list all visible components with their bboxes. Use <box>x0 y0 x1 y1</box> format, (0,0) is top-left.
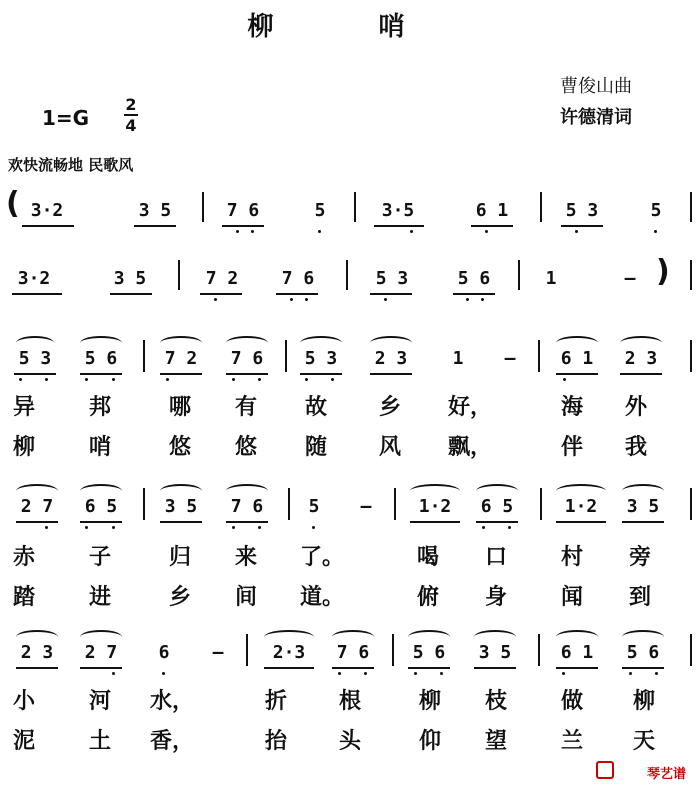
octave-dot <box>629 672 632 675</box>
lyric-char: 柳 <box>632 688 656 714</box>
underline <box>12 293 62 295</box>
barline <box>202 192 204 222</box>
lyric-char: 兰 <box>560 728 584 754</box>
note-group: 2 7 <box>84 642 118 663</box>
note-group: 5 <box>314 200 326 221</box>
note-group: 5 6 <box>412 642 446 663</box>
octave-dot <box>166 378 169 381</box>
note-group: 1 <box>452 348 464 369</box>
intro-close-paren: ) <box>656 254 670 289</box>
octave-dot <box>481 298 484 301</box>
note-group: 5 3 <box>304 348 338 369</box>
barline <box>394 488 396 520</box>
composer-credit: 曹俊山曲 <box>560 76 632 97</box>
note-group: 3 5 <box>113 268 147 289</box>
underline <box>80 373 122 375</box>
note-group: 7 2 <box>164 348 198 369</box>
lyric-char: 身 <box>484 584 508 610</box>
underline <box>622 667 664 669</box>
underline <box>474 667 516 669</box>
note-group: 7 6 <box>230 496 264 517</box>
note-group: 1 <box>545 268 557 289</box>
lyric-char: 故 <box>304 394 328 420</box>
lyric-char: 枝 <box>484 688 508 714</box>
note-group: 2 3 <box>374 348 408 369</box>
barline <box>690 192 692 222</box>
lyric-char: 天 <box>632 728 656 754</box>
octave-dot <box>112 378 115 381</box>
note-group: 6 1 <box>475 200 509 221</box>
lyric-char: 香， <box>149 728 195 754</box>
octave-dot <box>305 378 308 381</box>
octave-dot <box>305 298 308 301</box>
note-group: 3 5 <box>478 642 512 663</box>
underline <box>370 293 412 295</box>
barline <box>178 260 180 290</box>
underline <box>226 373 268 375</box>
note-group: 3 5 <box>164 496 198 517</box>
octave-dot <box>466 298 469 301</box>
underline <box>276 293 318 295</box>
note-group: 5 3 <box>375 268 409 289</box>
watermark-text: 琴艺谱 <box>646 767 686 782</box>
barline <box>540 192 542 222</box>
barline <box>246 634 248 666</box>
note-group: 6 5 <box>84 496 118 517</box>
lyric-char: 到 <box>628 584 652 610</box>
octave-dot <box>563 378 566 381</box>
underline <box>556 667 598 669</box>
lyric-char: 踏 <box>12 584 36 610</box>
lyric-char: 乡 <box>168 584 192 610</box>
octave-dot <box>482 526 485 529</box>
note-group: 3·5 <box>381 200 415 221</box>
octave-dot <box>410 230 413 233</box>
lyric-char: 仰 <box>418 728 442 754</box>
underline <box>80 521 122 523</box>
octave-dot <box>236 230 239 233</box>
lyric-char: 间 <box>234 584 258 610</box>
barline <box>143 340 145 372</box>
note-group: 6 1 <box>560 348 594 369</box>
octave-dot <box>312 526 315 529</box>
lyric-char: 飘， <box>447 434 493 460</box>
octave-dot <box>112 526 115 529</box>
note-group: 5 <box>308 496 320 517</box>
underline <box>16 521 58 523</box>
octave-dot <box>575 230 578 233</box>
note-group: 7 6 <box>230 348 264 369</box>
barline <box>540 488 542 520</box>
underline <box>134 225 176 227</box>
note-group: 2 3 <box>20 642 54 663</box>
underline <box>453 293 495 295</box>
underline <box>370 373 412 375</box>
octave-dot <box>232 526 235 529</box>
note-group: 7 6 <box>226 200 260 221</box>
lyric-char: 口 <box>484 544 508 570</box>
lyric-char: 风 <box>378 434 402 460</box>
time-signature-top: 2 <box>125 95 137 114</box>
note-group: 5 3 <box>565 200 599 221</box>
lyric-char: 悠 <box>168 434 192 460</box>
underline <box>620 373 662 375</box>
lyric-char: 好， <box>447 394 493 420</box>
lyric-char: 抬 <box>264 728 288 754</box>
lyric-char: 赤 <box>12 544 36 570</box>
note-group: 3·2 <box>17 268 51 289</box>
octave-dot <box>162 672 165 675</box>
octave-dot <box>655 672 658 675</box>
barline <box>346 260 348 290</box>
octave-dot <box>331 378 334 381</box>
underline <box>622 521 664 523</box>
barline <box>690 260 692 290</box>
underline <box>471 225 513 227</box>
lyric-char: 做 <box>560 688 584 714</box>
octave-dot <box>112 672 115 675</box>
note-group: 5 <box>650 200 662 221</box>
note-group: 7 6 <box>336 642 370 663</box>
lyric-char: 喝 <box>416 544 440 570</box>
octave-dot <box>232 378 235 381</box>
note-group: 5 6 <box>84 348 118 369</box>
octave-dot <box>318 230 321 233</box>
octave-dot <box>85 378 88 381</box>
octave-dot <box>214 298 217 301</box>
underline <box>300 373 342 375</box>
octave-dot <box>45 526 48 529</box>
note-group: — <box>504 348 516 369</box>
lyric-char: 俯 <box>416 584 440 610</box>
note-group: 3 5 <box>138 200 172 221</box>
underline <box>410 521 460 523</box>
lyric-char: 小 <box>12 688 36 714</box>
note-group: 1·2 <box>418 496 452 517</box>
underline <box>556 373 598 375</box>
key-signature: 1=G <box>42 106 90 130</box>
barline <box>354 192 356 222</box>
lyric-char: 异 <box>12 394 36 420</box>
note-group: 1·2 <box>564 496 598 517</box>
lyric-char: 河 <box>88 688 112 714</box>
note-group: — <box>212 642 224 663</box>
lyric-char: 随 <box>304 434 328 460</box>
note-group: 6 5 <box>480 496 514 517</box>
lyric-char: 海 <box>560 394 584 420</box>
lyric-char: 哨 <box>88 434 112 460</box>
underline <box>80 667 122 669</box>
underline <box>222 225 264 227</box>
underline <box>264 667 314 669</box>
barline <box>690 634 692 666</box>
note-group: 3 5 <box>626 496 660 517</box>
note-group: — <box>624 268 636 289</box>
barline <box>288 488 290 520</box>
watermark-logo-icon <box>596 761 614 779</box>
lyricist-credit: 许德清词 <box>560 107 632 128</box>
lyric-char: 子 <box>88 544 112 570</box>
octave-dot <box>251 230 254 233</box>
barline <box>538 634 540 666</box>
barline <box>143 488 145 520</box>
underline <box>16 667 58 669</box>
underline <box>374 225 424 227</box>
underline <box>332 667 374 669</box>
octave-dot <box>414 672 417 675</box>
underline <box>556 521 606 523</box>
octave-dot <box>258 526 261 529</box>
octave-dot <box>19 378 22 381</box>
song-title: 柳 哨 <box>247 12 453 42</box>
tempo-marking: 欢快流畅地 民歌风 <box>8 156 134 174</box>
underline <box>22 225 74 227</box>
barline <box>538 340 540 372</box>
lyric-char: 柳 <box>12 434 36 460</box>
underline <box>160 521 202 523</box>
underline <box>110 293 152 295</box>
barline <box>285 340 287 372</box>
note-group: 2 3 <box>624 348 658 369</box>
note-group: 2 7 <box>20 496 54 517</box>
lyric-char: 道。 <box>299 584 345 610</box>
octave-dot <box>45 378 48 381</box>
lyric-char: 旁 <box>628 544 652 570</box>
lyric-char: 我 <box>624 434 648 460</box>
note-group: — <box>360 496 372 517</box>
intro-row-2 <box>0 254 700 328</box>
barline <box>690 488 692 520</box>
octave-dot <box>508 526 511 529</box>
barline <box>690 340 692 372</box>
octave-dot <box>440 672 443 675</box>
lyric-char: 悠 <box>234 434 258 460</box>
lyric-char: 乡 <box>378 394 402 420</box>
time-signature-bottom: 4 <box>125 116 137 135</box>
lyric-char: 村 <box>560 544 584 570</box>
lyric-char: 邦 <box>88 394 112 420</box>
octave-dot <box>338 672 341 675</box>
note-group: 5 6 <box>457 268 491 289</box>
note-group: 5 6 <box>626 642 660 663</box>
note-group: 7 2 <box>205 268 239 289</box>
barline <box>518 260 520 290</box>
octave-dot <box>364 672 367 675</box>
note-group: 6 1 <box>560 642 594 663</box>
octave-dot <box>384 298 387 301</box>
note-group: 3·2 <box>30 200 64 221</box>
lyric-char: 柳 <box>418 688 442 714</box>
underline <box>160 373 202 375</box>
octave-dot <box>562 672 565 675</box>
underline <box>226 521 268 523</box>
lyric-char: 外 <box>624 394 648 420</box>
octave-dot <box>485 230 488 233</box>
underline <box>476 521 518 523</box>
lyric-char: 水， <box>149 688 195 714</box>
note-group: 7 6 <box>281 268 315 289</box>
lyric-char: 归 <box>168 544 192 570</box>
lyric-char: 根 <box>338 688 362 714</box>
lyric-char: 泥 <box>12 728 36 754</box>
underline <box>200 293 242 295</box>
octave-dot <box>654 230 657 233</box>
underline <box>408 667 450 669</box>
lyric-char: 闻 <box>560 584 584 610</box>
octave-dot <box>85 526 88 529</box>
melody-row-2 <box>0 478 700 548</box>
lyric-char: 了。 <box>299 544 345 570</box>
lyric-char: 头 <box>338 728 362 754</box>
barline <box>392 634 394 666</box>
lyric-char: 哪 <box>168 394 192 420</box>
lyric-char: 来 <box>234 544 258 570</box>
intro-open-paren: ( <box>6 186 20 221</box>
lyrics-row-3b <box>0 724 700 794</box>
lyric-char: 有 <box>234 394 258 420</box>
note-group: 2·3 <box>272 642 306 663</box>
lyric-char: 望 <box>484 728 508 754</box>
lyric-char: 土 <box>88 728 112 754</box>
underline <box>561 225 603 227</box>
lyric-char: 进 <box>88 584 112 610</box>
note-group: 5 3 <box>18 348 52 369</box>
note-group: 6 <box>158 642 170 663</box>
lyric-char: 伴 <box>560 434 584 460</box>
lyric-char: 折 <box>264 688 288 714</box>
octave-dot <box>258 378 261 381</box>
time-signature <box>122 96 140 134</box>
octave-dot <box>290 298 293 301</box>
intro-row-1 <box>0 186 700 260</box>
underline <box>14 373 56 375</box>
